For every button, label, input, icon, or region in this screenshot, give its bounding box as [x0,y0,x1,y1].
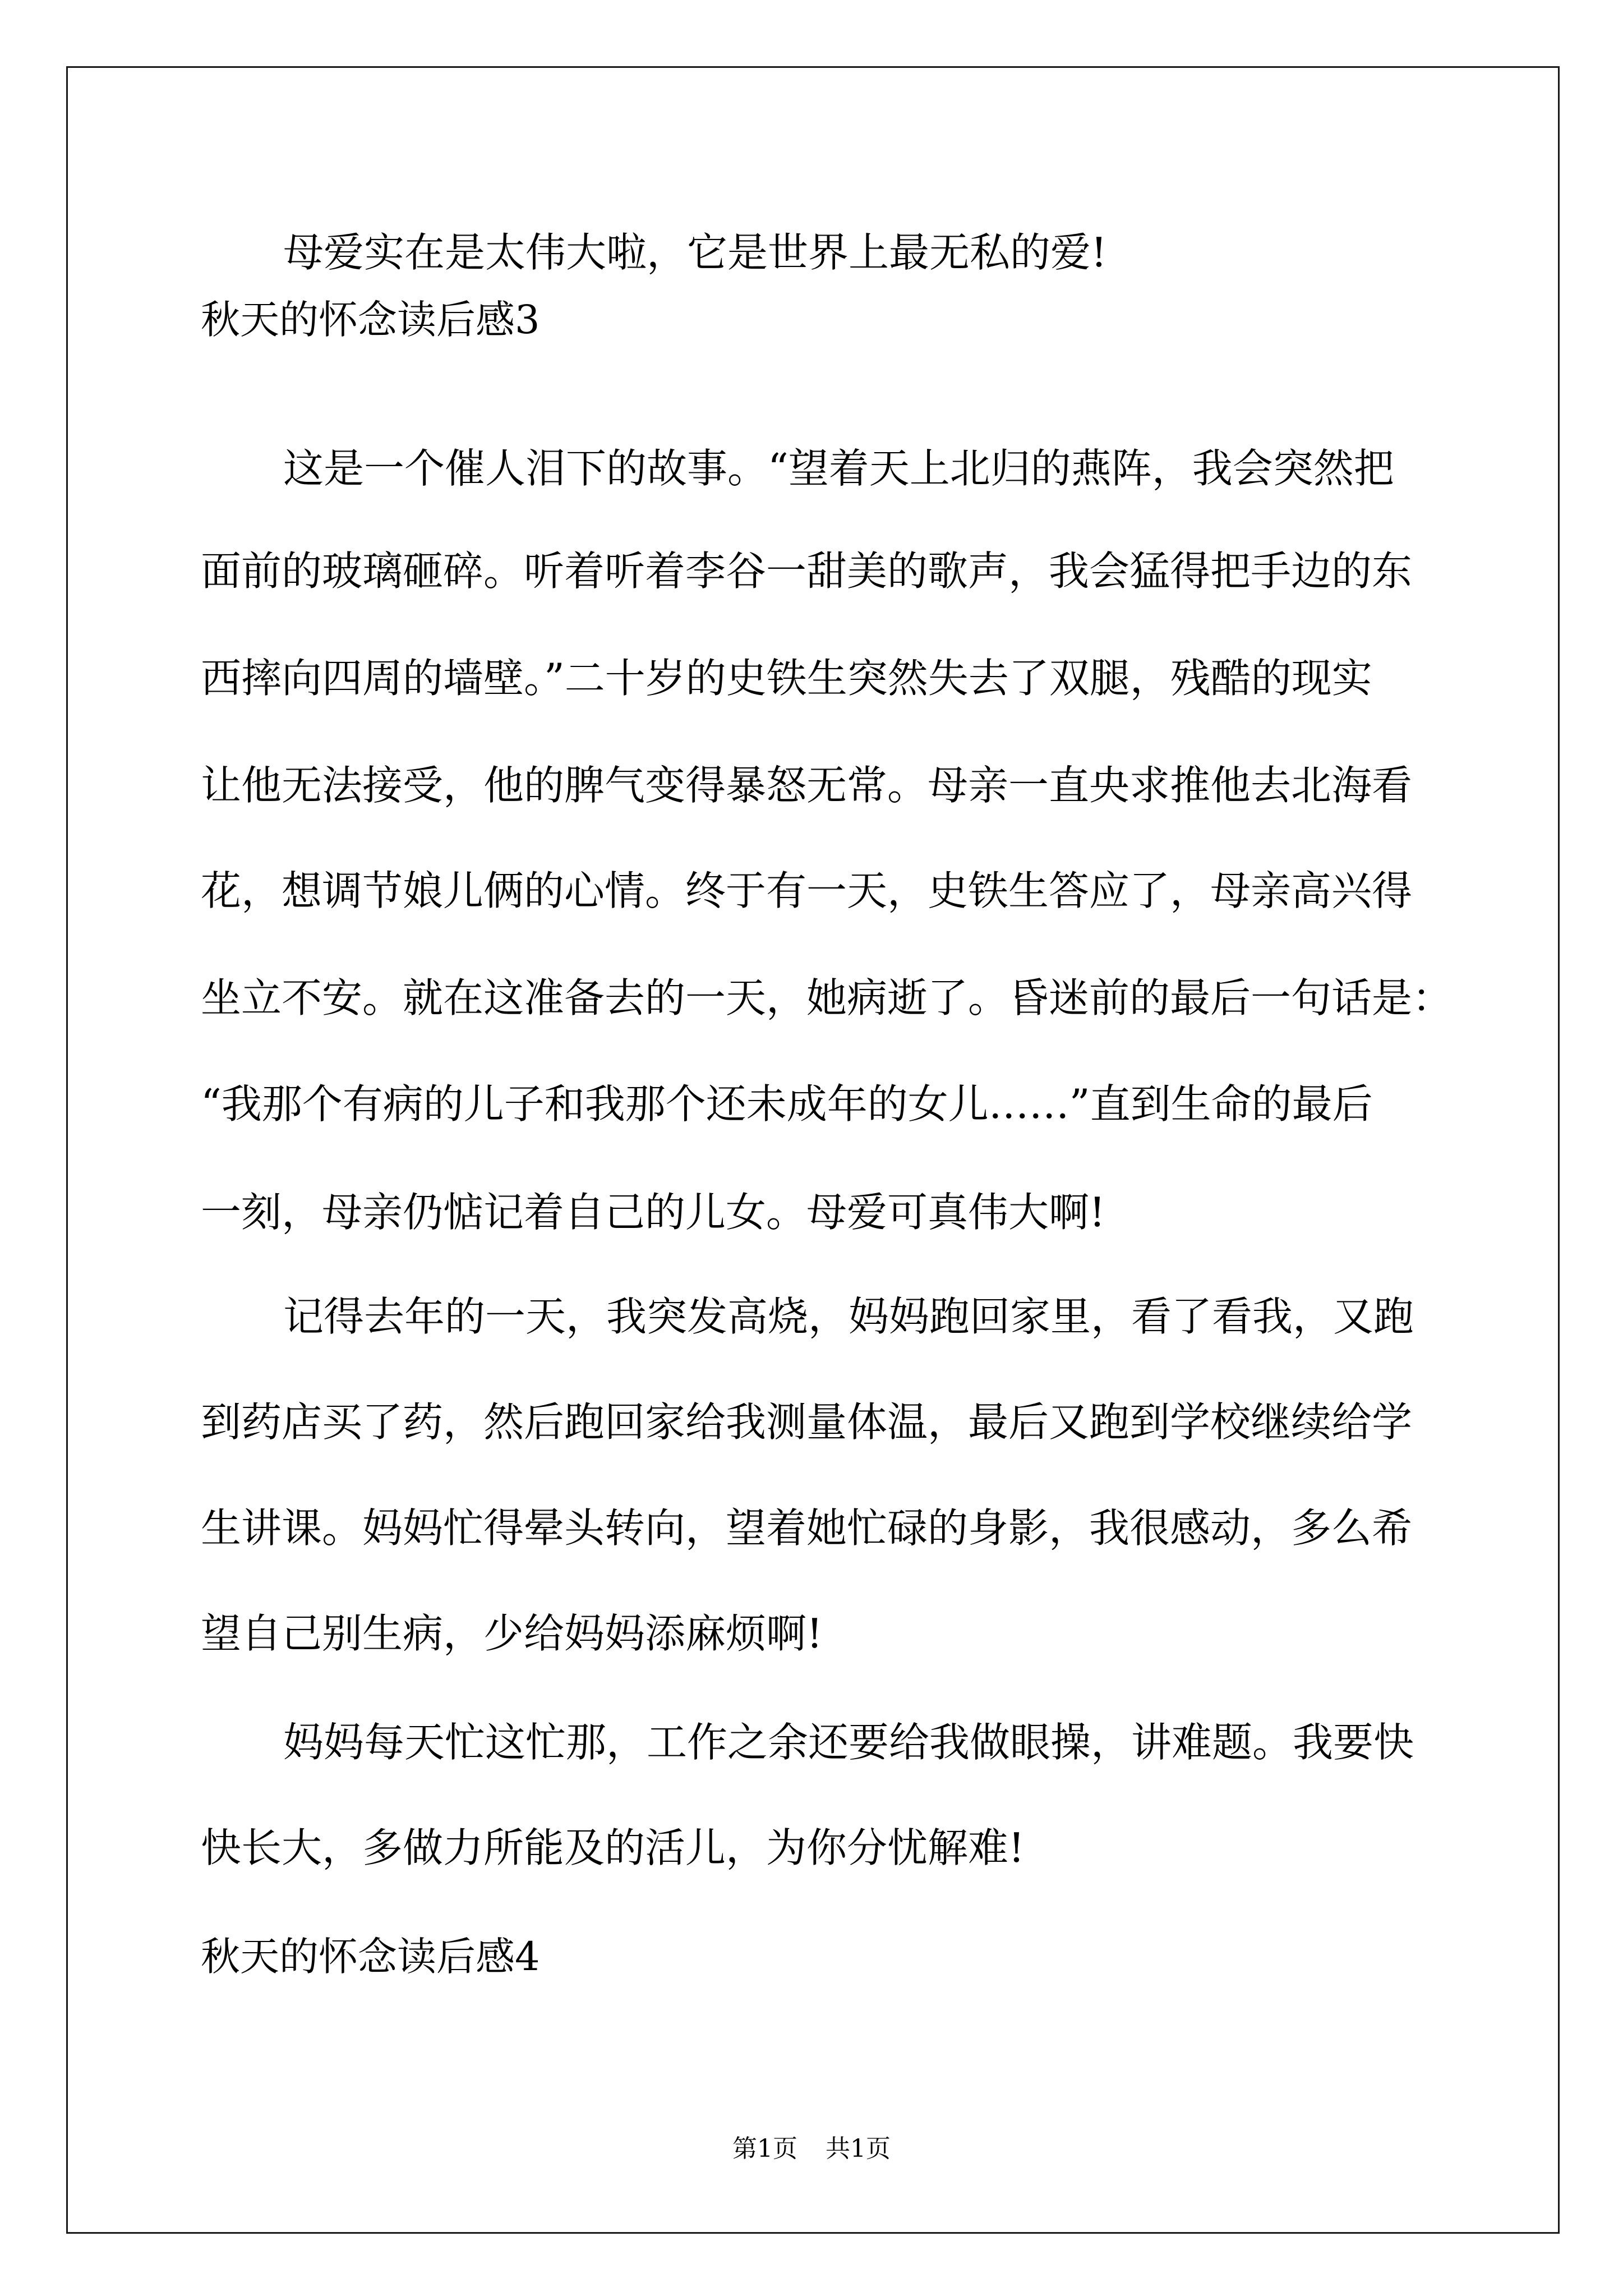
paragraph-line: “我那个有病的儿子和我那个还未成年的女儿……”直到生命的最后 [201,1080,1373,1128]
paragraph-line: 坐立不安。就在这准备去的一天，她病逝了。昏迷前的最后一句话是： [201,974,1453,1022]
section-heading: 秋天的怀念读后感3 [201,297,540,343]
paragraph-line: 生讲课。妈妈忙得晕头转向，望着她忙碌的身影，我很感动，多么希 [201,1504,1413,1552]
paragraph-line: 花，想调节娘儿俩的心情。终于有一天，史铁生答应了，母亲高兴得 [201,867,1413,914]
page-border [66,66,1560,2234]
paragraph-line: 西摔向四周的墙壁。”二十岁的史铁生突然失去了双腿，残酷的现实 [201,655,1372,702]
total-pages-label: 共1页 [826,2134,891,2163]
paragraph-line: 到药店买了药，然后跑回家给我测量体温，最后又跑到学校继续给学 [201,1398,1413,1446]
paragraph-line: 一刻，母亲仍惦记着自己的儿女。母爱可真伟大啊! [201,1189,1105,1236]
paragraph-line: 这是一个催人泪下的故事。“望着天上北归的燕阵，我会突然把 [283,445,1394,492]
paragraph-line: 妈妈每天忙这忙那，工作之余还要给我做眼操，讲难题。我要快 [283,1719,1414,1766]
paragraph-line: 让他无法接受，他的脾气变得暴怒无常。母亲一直央求推他去北海看 [201,762,1413,809]
page-footer [0,2135,1623,2163]
paragraph-line: 快长大，多做力所能及的活儿，为你分忧解难! [201,1824,1025,1871]
current-page-label: 第1页 [732,2134,797,2163]
section-heading: 秋天的怀念读后感4 [201,1934,540,1980]
paragraph-line: 母爱实在是太伟大啦，它是世界上最无私的爱! [283,229,1107,276]
paragraph-line: 记得去年的一天，我突发高烧，妈妈跑回家里，看了看我，又跑 [283,1293,1414,1340]
paragraph-line: 面前的玻璃砸碎。听着听着李谷一甜美的歌声，我会猛得把手边的东 [201,547,1413,595]
paragraph-line: 望自己别生病，少给妈妈添麻烦啊! [201,1610,823,1657]
